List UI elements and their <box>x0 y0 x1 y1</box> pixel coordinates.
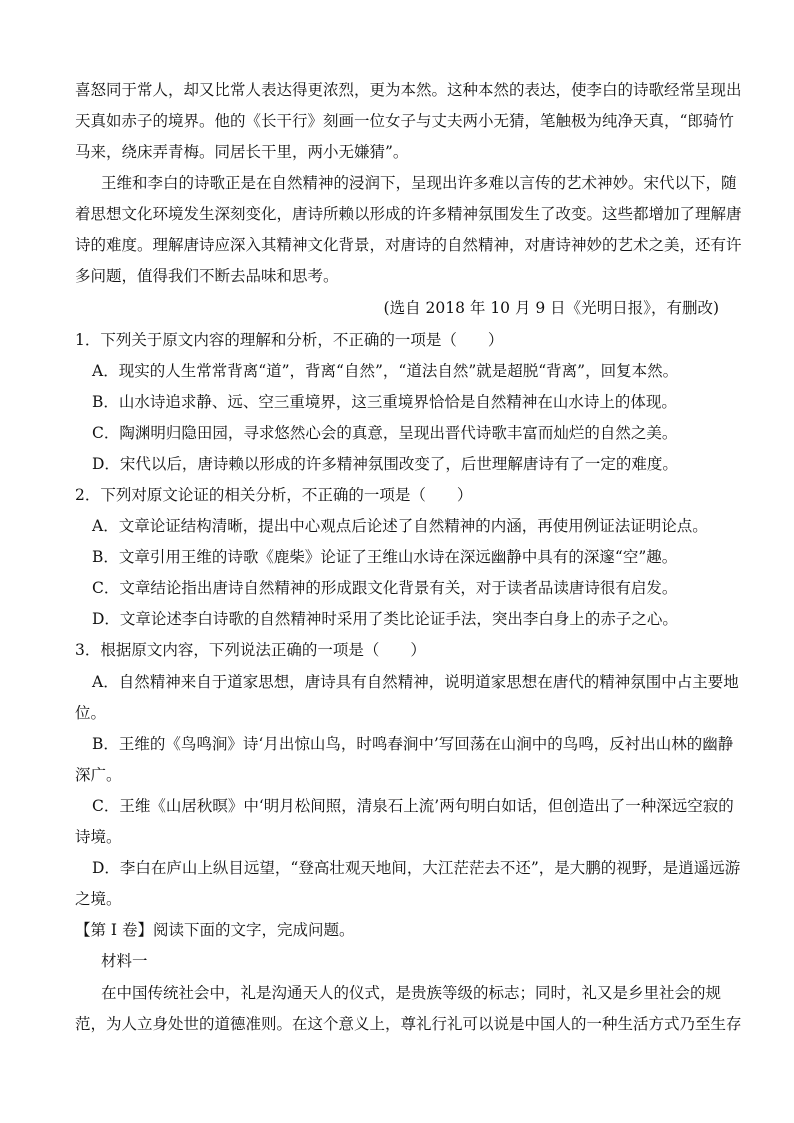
paragraph-line: 喜怒同于常人，却又比常人表达得更浓烈，更为本然。这种本然的表达，使李白的诗歌经常呈现出 <box>75 81 742 99</box>
question-3-option-c-cont: 诗境。 <box>75 828 122 846</box>
paragraph-line: 马来，绕床弄青梅。同居长干里，两小无嫌猜”。 <box>75 143 409 161</box>
question-3-option-b: B．王维的《鸟鸣涧》诗‘月出惊山鸟，时鸣春涧中’写回荡在山涧中的鸟鸣，反衬出山林的幽静 <box>92 735 734 753</box>
question-2-option-b: B．文章引用王维的诗歌《鹿柴》论证了王维山水诗在深远幽静中具有的深邃“空”趣。 <box>92 548 678 566</box>
paragraph-line: 在中国传统社会中，礼是沟通天人的仪式，是贵族等级的标志；同时，礼又是乡里社会的规 <box>101 984 722 1002</box>
question-3-stem: 3．根据原文内容，下列说法正确的一项是（ ） <box>75 641 426 659</box>
material-label: 材料一 <box>101 952 148 970</box>
question-1-option-b: B．山水诗追求静、远、空三重境界，这三重境界恰恰是自然精神在山水诗上的体现。 <box>92 393 677 411</box>
question-3-option-a-cont: 位。 <box>75 704 107 722</box>
question-1-option-c: C．陶渊明归隐田园，寻求悠然心会的真意，呈现出晋代诗歌丰富而灿烂的自然之美。 <box>92 424 678 442</box>
paragraph-line: 天真如赤子的境界。他的《长干行》刻画一位女子与丈夫两小无猜，笔触极为纯净天真，“郎骑竹 <box>75 112 734 130</box>
paragraph-line: 诗的难度。理解唐诗应深入其精神文化背景，对唐诗的自然精神，对唐诗神妙的艺术之美，还有许 <box>75 236 742 254</box>
question-1-stem: 1．下列关于原文内容的理解和分析，不正确的一项是（ ） <box>75 331 504 349</box>
question-1-option-d: D．宋代以后，唐诗赖以形成的许多精神氛围改变了，后世理解唐诗有了一定的难度。 <box>92 455 678 473</box>
question-2-option-a: A．文章论证结构清晰，提出中心观点后论述了自然精神的内涵，再使用例证法证明论点。 <box>92 517 708 535</box>
source-citation: (选自 2018 年 10 月 9 日《光明日报》，有删改) <box>383 299 719 317</box>
paragraph-line: 范，为人立身处世的道德准则。在这个意义上，尊礼行礼可以说是中国人的一种生活方式乃至生存 <box>75 1015 742 1033</box>
section-heading: 【第 I 卷】阅读下面的文字，完成问题。 <box>75 921 355 939</box>
question-3-option-b-cont: 深广。 <box>75 766 122 784</box>
question-3-option-d: D．李白在庐山上纵目远望，“登高壮观天地间，大江茫茫去不还”，是大鹏的视野，是逍遥远游 <box>92 859 741 877</box>
paragraph-line: 王维和李白的诗歌正是在自然精神的浸润下，呈现出许多难以言传的艺术神妙。宋代以下，随 <box>101 174 737 192</box>
question-2-option-c: C．文章结论指出唐诗自然精神的形成跟文化背景有关，对于读者品读唐诗很有启发。 <box>92 579 678 597</box>
question-2-stem: 2．下列对原文论证的相关分析，不正确的一项是（ ） <box>75 486 473 504</box>
question-3-option-a: A．自然精神来自于道家思想，唐诗具有自然精神，说明道家思想在唐代的精神氛围中占主要地 <box>92 673 739 691</box>
question-3-option-d-cont: 之境。 <box>75 890 122 908</box>
question-2-option-d: D．文章论述李白诗歌的自然精神时采用了类比论证手法，突出李白身上的赤子之心。 <box>92 610 678 628</box>
question-1-option-a: A．现实的人生常常背离“道”，背离“自然”，“道法自然”就是超脱“背离”，回复本然。 <box>92 362 679 380</box>
paragraph-line: 着思想文化环境发生深刻变化，唐诗所赖以形成的许多精神氛围发生了改变。这些都增加了理解唐 <box>75 205 742 223</box>
question-3-option-c: C．王维《山居秋暝》中‘明月松间照，清泉石上流’两句明白如话，但创造出了一种深远空寂的 <box>92 797 734 815</box>
paragraph-line: 多问题，值得我们不断去品味和思考。 <box>75 267 339 285</box>
